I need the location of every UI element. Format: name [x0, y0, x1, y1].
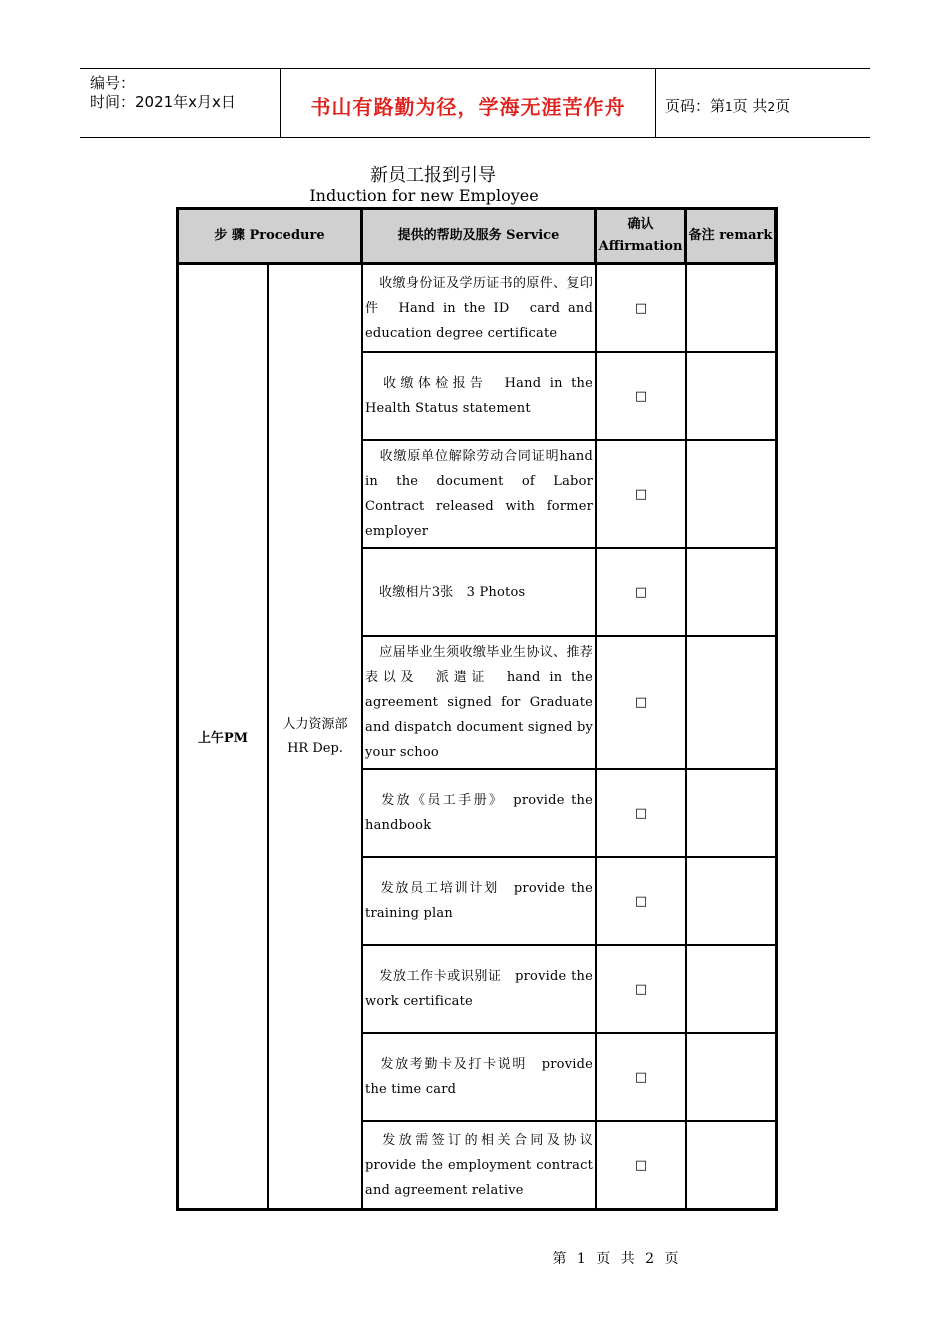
- document-header: [80, 68, 870, 138]
- service-text: 发放员工培训计划 provide the training plan: [365, 881, 594, 921]
- service-cell: [362, 440, 596, 548]
- step-cell: 上午PM: [178, 264, 268, 1209]
- page-title-english: Induction for new Employee: [309, 186, 539, 205]
- remark-cell: [686, 352, 776, 440]
- service-cell: [362, 636, 596, 769]
- remark-cell: [686, 636, 776, 769]
- affirmation-checkbox[interactable]: □: [596, 264, 686, 352]
- header-remark: 备注 remark: [686, 209, 776, 264]
- remark-cell: [686, 440, 776, 548]
- document-time-label: 时间：2021年x月x日: [90, 93, 236, 111]
- service-cell: [362, 857, 596, 945]
- header-affirmation: 确认 Affirmation: [596, 209, 686, 264]
- service-text: 发放《员工手册》 provide the handbook: [365, 793, 594, 833]
- table-body: [178, 264, 776, 1209]
- remark-cell: [686, 1121, 776, 1209]
- service-cell: [362, 769, 596, 857]
- service-text: 收缴原单位解除劳动合同证明hand in the document of Labor Contract released with former employer: [365, 449, 594, 539]
- affirmation-checkbox[interactable]: □: [596, 1121, 686, 1209]
- service-cell: [362, 352, 596, 440]
- header-motto-cell: [280, 69, 656, 137]
- service-text: 收缴体检报告 Hand in the Health Status statement: [365, 376, 594, 416]
- service-cell: [362, 264, 596, 352]
- service-text: 应届毕业生须收缴毕业生协议、推荐表以及 派遣证 hand in the agreement signed for Graduate and dispatch document signed by your schoo: [365, 645, 594, 760]
- page-title-chinese: 新员工报到引导: [370, 165, 496, 186]
- affirmation-checkbox[interactable]: □: [596, 769, 686, 857]
- header-motto: 书山有路勤为径，学海无涯苦作舟: [310, 95, 626, 119]
- remark-cell: [686, 264, 776, 352]
- header-page-cell: [655, 69, 870, 137]
- affirmation-checkbox[interactable]: □: [596, 1033, 686, 1121]
- affirmation-checkbox[interactable]: □: [596, 548, 686, 636]
- service-cell: [362, 1121, 596, 1209]
- remark-cell: [686, 945, 776, 1033]
- department-name-en: HR Dep.: [287, 740, 343, 756]
- page-footer: 第 1 页 共 2 页: [552, 1251, 682, 1267]
- remark-cell: [686, 548, 776, 636]
- affirmation-checkbox[interactable]: □: [596, 636, 686, 769]
- service-cell: [362, 945, 596, 1033]
- remark-cell: [686, 857, 776, 945]
- service-cell: [362, 548, 596, 636]
- department-cell: [268, 264, 362, 1209]
- affirmation-checkbox[interactable]: □: [596, 945, 686, 1033]
- service-text: 收缴身份证及学历证书的原件、复印件 Hand in the ID card and education degree certificate: [365, 275, 594, 341]
- service-text: 收缴相片3张 3 Photos: [379, 584, 526, 600]
- affirmation-checkbox[interactable]: □: [596, 352, 686, 440]
- remark-cell: [686, 769, 776, 857]
- table-row: [178, 264, 776, 352]
- header-meta-cell: [80, 69, 280, 137]
- affirmation-checkbox[interactable]: □: [596, 857, 686, 945]
- service-text: 发放工作卡或识别证 provide the work certificate: [365, 969, 594, 1009]
- department-name-cn: 人力资源部: [282, 716, 348, 732]
- header-page-number: 页码：第1页 共2页: [665, 97, 791, 115]
- header-service: 提供的帮助及服务 Service: [362, 209, 596, 264]
- document-number-label: 编号：: [90, 74, 136, 92]
- induction-table: [176, 207, 778, 1211]
- service-cell: [362, 1033, 596, 1121]
- service-text: 发放考勤卡及打卡说明 provide the time card: [365, 1057, 594, 1097]
- remark-cell: [686, 1033, 776, 1121]
- affirmation-checkbox[interactable]: □: [596, 440, 686, 548]
- header-procedure: 步 骤 Procedure: [178, 209, 362, 264]
- service-text: 发放需签订的相关合同及协议provide the employment contract and agreement relative: [365, 1132, 594, 1198]
- table-header-row: [178, 209, 776, 264]
